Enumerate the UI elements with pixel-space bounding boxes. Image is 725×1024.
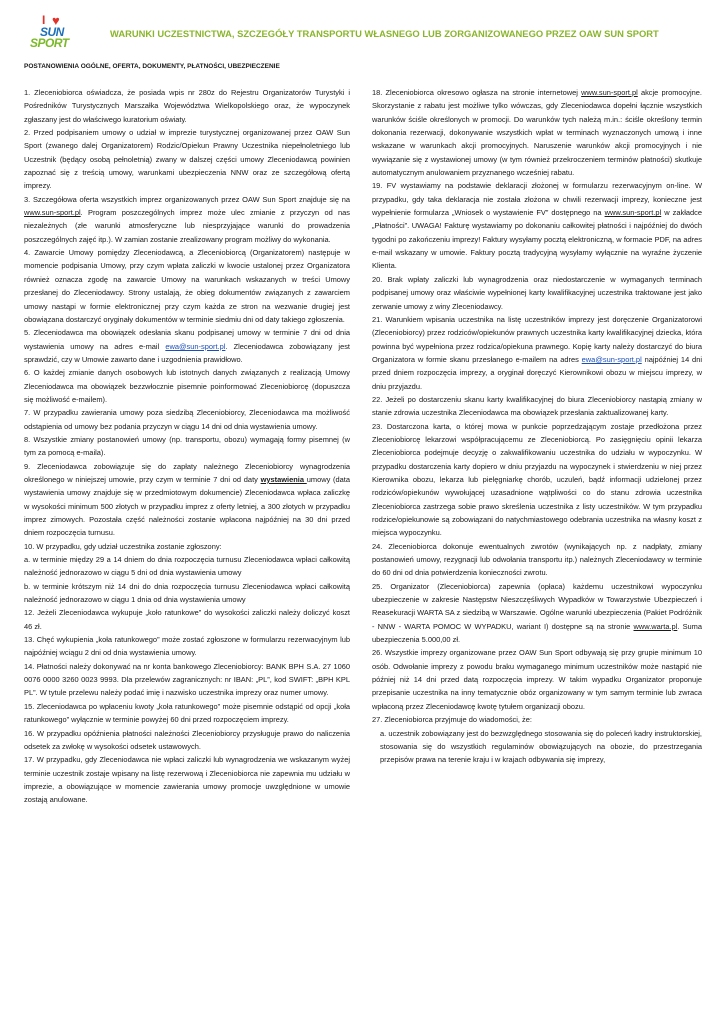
clause-25-text-b: . Suma ubezpieczenia 5.000,00 zł.	[372, 621, 702, 645]
clause-3-text-b: . Program poszczególnych imprez może ulec zmianie z przyczyn od nas niezależnych (złe warunki atmosferyczne lub niesprzyjające warunki do prowadzenia poszczególnych zajęć itp.). W zamian zostanie zrealizowany program możliwy do wykonania.	[24, 208, 350, 244]
clause-6: 6. O każdej zmianie danych osobowych lub istotnych danych związanych z realizacją Umowy Zleceniodawca ma obowiązek bezzwłocznie pisemnie poinformować Zleceniobiorcę (dopuszcza się możliwość e-mailem).	[24, 368, 350, 404]
clause-19-text-a: 19. FV wystawiamy na podstawie deklaracji złożonej w formularzu rezerwacyjnym on-line. W przypadku, gdy taka deklaracja nie została złożona w chwili rezerwacji imprezy, konieczne jest wypełnienie formularza „Wniosek o wystawienie FV” dostępnego na	[372, 181, 702, 218]
clause-5-text-b: . Zleceniodawca zobowiązany jest sprawdzić, czy w Umowie zawarto dane i uzgodnienia prawidłowo.	[24, 341, 350, 364]
clause-15: 15. Zleceniodawca po wpłaceniu kwoty „koła ratunkowego” może pisemnie odstąpić od opcji „koła ratunkowego” wyłącznie w terminie powyżej 60 dni przed rozpoczęciem imprezy.	[24, 701, 350, 725]
clause-20: 20. Brak wpłaty zaliczki lub wynagrodzenia oraz niedostarczenie w wymaganych terminach podpisanej umowy oraz właściwie wypełnionej karty kwalifikacyjnej uczestnika traktowane jest jako zerwanie umowy z winy Zleceniodawcy.	[372, 274, 702, 311]
clause-26: 26. Wszystkie imprezy organizowane przez OAW Sun Sport odbywają się przy grupie minimum 10 osób. Odwołanie imprezy z powodu braku wymaganego minimum uczestników może nastąpić nie później niż 14 dni przed datą rozpoczęcia imprezy. W takim wypadku Organizator proponuje przepisanie uczestnika na inny tematycznie obóz organizowany w tym samym terminie lub zwraca wpłaconą przez Zleceniodawcę kwotę tytułem organizacji obozu.	[372, 648, 702, 711]
clause-9	[24, 460, 350, 540]
clause-7: 7. W przypadku zawierania umowy poza siedzibą Zleceniobiorcy, Zleceniodawca ma możliwość odstąpienia od umowy bez podania przyczyn w ciągu 14 dni od dnia wystawienia umowy.	[24, 408, 350, 431]
clause-21-text-a: 21. Warunkiem wpisania uczestnika na listę uczestników imprezy jest doręczenie Organizatorowi (Zleceniobiorcy) przez rodziców/opiekunów prawnych uczestnika karty kwalifikacyjnej dziecka, która powinna być wypełniona przez rodzica/opiekuna prawnego. Kopię karty należy dostarczyć do biura Organizatora w formie skanu przesłanego e-mailem na adres	[372, 314, 702, 364]
clause-21	[372, 313, 702, 393]
clause-16: 16. W przypadku opóźnienia płatności należności Zleceniobiorcy przysługuje prawo do naliczenia odsetek za zwłokę w wysokości odsetek ustawowych.	[24, 728, 350, 751]
clause-10-a: a. w terminie między 29 a 14 dniem do dnia rozpoczęcia turnusu Zleceniodawca wpłaci całkowitą należność jednorazowo w ciągu 5 dni od dnia wystawienia umowy	[24, 555, 350, 578]
heart-icon: ♥	[52, 13, 60, 28]
clause-24: 24. Zleceniobiorca dokonuje ewentualnych zwrotów (wynikających np. z nadpłaty, zmiany postanowień umowy, rezygnacji lub odwołania transportu itp.) należnych Zleceniodawcy w terminie do 60 dni od dnia potwierdzenia konieczności zwrotu.	[372, 541, 702, 578]
logo-brand-top: SUN	[40, 25, 64, 39]
clause-27-a: a. uczestnik zobowiązany jest do bezwzględnego stosowania się do poleceń kadry instruktorskiej, stosowania się do wszystkich regulaminów obowiązujących na obozie, do przestrzegania przepisów prawa na terenie kraju i w krajach odbywania się imprezy,	[380, 728, 702, 765]
clause-9-text-b: umowy (data wystawienia umowy znajduje się w przedmiotowym dokumencie) Zleceniodawca wpłaca zaliczkę w wysokości minimum 500 złotych w przypadku imprez z oferty letniej, a 300 złotych w przypadku imprez zimowych. Pozostała część należności zostanie wpłacona najpóźniej na 30 dni przed dniem rozpoczęcia turnusu.	[24, 474, 350, 538]
clause-22: 22. Jeżeli po dostarczeniu skanu karty kwalifikacyjnej do biura Zleceniobiorcy nastąpią zmiany w stanie zdrowia uczestnika Zleceniodawca ma obowiązek przesłania zaktualizowanej karty.	[372, 394, 702, 418]
clause-18-text-a: 18. Zleceniobiorca okresowo ogłasza na stronie internetowej	[372, 88, 582, 97]
email-link[interactable]: ewa@sun-sport.pl	[581, 354, 642, 364]
clause-8: 8. Wszystkie zmiany postanowień umowy (np. transportu, obozu) wymagają formy pisemnej (w tym za pomocą e-maila).	[24, 434, 350, 458]
clause-18-text-b: akcje promocyjne. Skorzystanie z rabatu jest możliwe tylko wówczas, gdy Zleceniodawca dopełni łącznie wszystkich warunków ściśle określonych w promocji. Do warunków tych należą m.in.: ściśle określony termin dokonania rezerwacji, dokonywanie wszystkich wpłat w terminach wyznaczonych umową i inne wskazane w warunkach akcji promocyjnych. Naruszenie warunków akcji promocyjnych i nie wywiązanie się z wystawionej umowy (w tym również przekroczeniem terminów płatności) skutkuje automatycznym anulowaniem przyznanego wcześniej rabatu.	[372, 88, 702, 178]
clause-13: 13. Chęć wykupienia „koła ratunkowego” może zostać zgłoszone w formularzu rezerwacyjnym lub najpóźniej wciągu 2 dni od dnia wystawienia umowy.	[24, 635, 350, 658]
clause-3	[24, 193, 350, 246]
clause-10-b: b. w terminie krótszym niż 14 dni do dnia rozpoczęcia turnusu Zleceniodawca wpłaci całkowitą należność jednorazowo w ciągu 1 dnia od dnia wystawienia umowy	[24, 581, 350, 605]
clause-3-text-a: 3. Szczegółowa oferta wszystkich imprez organizowanych przez OAW Sun Sport znajduje się na	[24, 194, 350, 204]
website-link[interactable]: www.sun-sport.pl	[604, 208, 662, 218]
clause-2: 2. Przed podpisaniem umowy o udział w imprezie turystycznej organizowanej przez OAW Sun Sport (zwanego dalej Organizatorem) Rodzic/Opiekun Prawny Uczestnika niepełnoletniego lub Uczestnik (będący osobą pełnoletnią) zwany w dalszej części umowy Zleceniodawcą powinien zapoznać się z treścią umowy, warunkami ubezpieczenia NNW oraz ze szczegółową ofertą imprezy.	[24, 128, 350, 191]
clause-1: 1. Zleceniobiorca oświadcza, że posiada wpis nr 280z do Rejestru Organizatorów Turystyki i Pośredników Turystycznych Marszałka Województwa Wielkopolskiego oraz, że wypoczynek zgłaszany jest do właściwego kuratorium oświaty.	[24, 88, 350, 124]
website-link[interactable]: www.sun-sport.pl	[581, 88, 638, 97]
right-column	[372, 86, 702, 767]
clause-25-text-a: 25. Organizator (Zleceniobiorca) zapewnia (opłaca) każdemu uczestnikowi wypoczynku ubezpieczenie w zakresie Następstw Nieszczęśliwych Wypadków w Towarzystwie Ubezpieczeń i Reasekuracji WARTA SA z siedzibą w Warszawie. Ogólne warunki ubezpieczenia (Pakiet Podróżnik - NNW - WARTA POMOC W WYPADKU, wariant I) dostępne są na stronie	[372, 581, 702, 631]
clause-5-text-a: 5. Zleceniodawca ma obowiązek odesłania skanu podpisanej umowy w terminie 7 dni od dnia wystawienia umowy na adres e-mail	[24, 328, 350, 351]
clause-21-text-b: najpóźniej 14 dni przed dniem rozpoczęcia imprezy, a oryginał doręczyć Kierownikowi obozu w miejscu imprezy, w dniu przyjazdu.	[372, 354, 702, 391]
document-header	[30, 14, 710, 54]
clause-18	[372, 86, 702, 179]
clause-25	[372, 580, 702, 647]
clause-17: 17. W przypadku, gdy Zleceniodawca nie wpłaci zaliczki lub wynagrodzenia we wskazanym wyżej terminie uczestnik zostaje wpisany na listę rezerwową i Zleceniobiorca nie zapewnia mu udziału w imprezie, a obowiązujące w momencie zawierania umowy promocje uwzględnione w umowie zostają anulowane.	[24, 755, 350, 805]
email-link[interactable]: ewa@sun-sport.pl	[165, 341, 226, 351]
clause-23: 23. Dostarczona karta, o której mowa w punkcie poprzedzającym zostaje przedłożona przez Zleceniobiorcę lekarzowi współpracującemu ze Zleceniobiorcą. Po zasięgnięciu opinii lekarza Zleceniobiorca podejmuje decyzję o zakwalifikowaniu uczestnika do udziału w wypoczynku. W przypadku dostarczenia karty dopiero w dniu przyjazdu na wypoczynek i stwierdzeniu w niej przez Kierownika obozu, lekarza lub pielęgniarkę chorób, uczuleń, bądź informacji udzielonej przez rodziców/opiekunów wywołującej uzasadnione wątpliwości co do stanu zdrowia uczestnika Zleceniobiorca zastrzega sobie prawo skreślenia uczestnika z listy uczestników. W tym przypadku rodzice/opiekunowie są zobowiązani do natychmiastowego odebrania uczestnika na własny koszt z miejsca wypoczynku.	[372, 421, 702, 538]
clause-9-text-a: 9. Zleceniodawca zobowiązuje się do zapłaty należnego Zleceniobiorcy wynagrodzenia określonego w niniejszej umowie, przy czym w terminie 7 dni od daty	[24, 461, 350, 484]
section-title: POSTANOWIENIA OGÓLNE, OFERTA, DOKUMENTY, PŁATNOŚCI, UBEZPIECZENIE	[24, 63, 280, 70]
clause-5	[24, 326, 350, 366]
clause-27: 27. Zleceniobiorca przyjmuje do wiadomości, że:	[372, 715, 532, 725]
clause-12: 12. Jeżeli Zleceniodawca wykupuje „koło ratunkowe” do wysokości zaliczki należy doliczyć koszt 46 zł.	[24, 608, 350, 631]
clause-19-text-b: w zakładce „Płatności”. UWAGA! Fakturę wystawiamy po dokonaniu całkowitej płatności i najpóźniej do dwóch tygodni po zakończeniu imprezy! Faktury wysyłamy pocztą elektroniczną, w formacie PDF, na adres e-mail wskazany w umowie. Faktury pocztą tradycyjną wysyłamy wyłącznie na wyraźne życzenie Klienta.	[372, 208, 702, 271]
sun-sport-logo	[30, 14, 92, 50]
left-column	[24, 86, 350, 807]
website-link[interactable]: www.sun-sport.pl	[24, 208, 81, 218]
logo-brand-bottom: SPORT	[30, 36, 69, 50]
clause-9-underlined: wystawienia	[260, 474, 307, 484]
document-title: WARUNKI UCZESTNICTWA, SZCZEGÓŁY TRANSPORTU WŁASNEGO LUB ZORGANIZOWANEGO PRZEZ OAW SUN SPORT	[110, 28, 659, 39]
logo-love-letter: I	[42, 13, 46, 27]
clause-14: 14. Płatności należy dokonywać na nr konta bankowego Zleceniobiorcy: BANK BPH S.A. 27 1060 0076 0000 3260 0023 9993. Dla przelewów zagranicznych: nr IBAN: „PL”, kod SWIFT: „BPH KPL PL”. W tytule przelewu należy podać imię i nazwisko uczestnika imprezy oraz numer umowy.	[24, 661, 350, 698]
warta-link[interactable]: www.warta.pl	[633, 621, 678, 631]
clause-10: 10. W przypadku, gdy udział uczestnika zostanie zgłoszony:	[24, 541, 222, 551]
clause-4: 4. Zawarcie Umowy pomiędzy Zleceniodawcą, a Zleceniobiorcą (Organizatorem) następuje w momencie podpisania Umowy, przy czym wpłata zaliczki w kwocie ustalonej przez Organizatora również oznacza zgodę na zawarcie Umowy na warunkach wskazanych w treści Umowy przesłanej do Zleceniodawcy. Strony ustalają, że obieg dokumentów związanych z zawarciem umowy nastąpi w formie elektronicznej przy czym każda ze stron na wezwanie drugiej jest obowiązana dostarczyć oryginały dokumentów w terminie siedmiu dni od daty takiego zgłoszenia.	[24, 248, 350, 324]
clause-19	[372, 179, 702, 272]
